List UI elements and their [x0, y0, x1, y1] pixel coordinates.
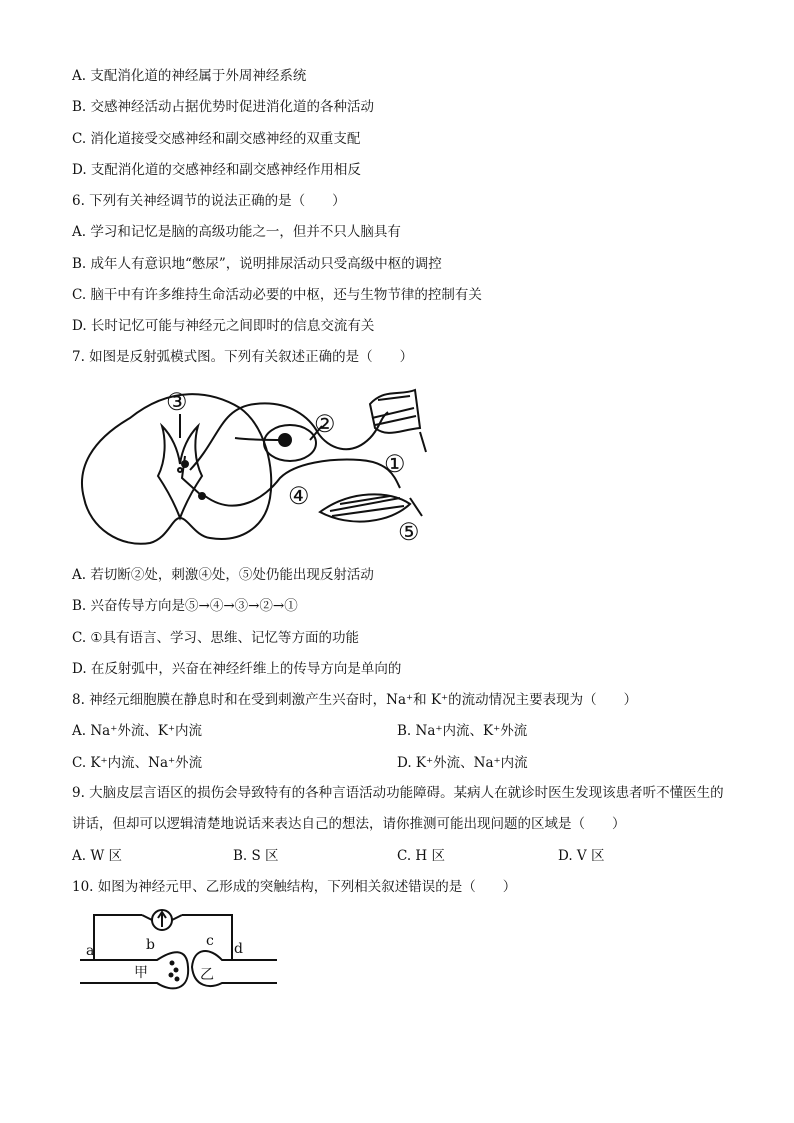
- q5-option-d: D. 支配消化道的交感神经和副交感神经作用相反: [72, 162, 361, 178]
- q9-option-c: C. H 区: [397, 848, 445, 864]
- label-yi: 乙: [200, 967, 214, 983]
- q10-stem: 10. 如图为神经元甲、乙形成的突触结构，下列相关叙述错误的是（ ）: [72, 879, 517, 895]
- q7-option-b: B. 兴奋传导方向是⑤→④→③→②→①: [72, 598, 298, 614]
- q9-option-d: D. V 区: [558, 848, 605, 864]
- q6-option-b: B. 成年人有意识地“憋尿”，说明排尿活动只受高级中枢的调控: [72, 256, 442, 272]
- label-3: ③: [166, 388, 188, 416]
- q5-option-b: B. 交感神经活动占据优势时促进消化道的各种活动: [72, 99, 375, 115]
- label-c: c: [206, 933, 214, 949]
- q7-option-d: D. 在反射弧中，兴奋在神经纤维上的传导方向是单向的: [72, 661, 402, 677]
- label-jia: 甲: [134, 965, 148, 981]
- q9-option-b: B. S 区: [233, 848, 279, 864]
- label-1: ①: [384, 450, 406, 478]
- q5-option-c: C. 消化道接受交感神经和副交感神经的双重支配: [72, 131, 361, 147]
- q6-stem: 6. 下列有关神经调节的说法正确的是（ ）: [72, 193, 346, 209]
- q9-stem: 9. 大脑皮层言语区的损伤会导致特有的各种言语活动功能障碍。某病人在就诊时医生发现该患者听不懂医生的讲话，但却可以逻辑清楚地说话来表达自己的想法，请你推测可能出现问题的区域是（ ）: [72, 785, 724, 832]
- q9-option-a: A. W 区: [72, 848, 122, 864]
- q8-option-b: B. Na⁺内流、K⁺外流: [397, 723, 528, 739]
- q8-option-a: A. Na⁺外流、K⁺内流: [72, 723, 203, 739]
- q7-option-c: C. ①具有语言、学习、思维、记忆等方面的功能: [72, 630, 360, 646]
- q8-option-c: C. K⁺内流、Na⁺外流: [72, 755, 203, 771]
- label-4: ④: [288, 482, 310, 510]
- q6-option-d: D. 长时记忆可能与神经元之间即时的信息交流有关: [72, 318, 375, 334]
- label-b: b: [146, 937, 155, 953]
- q5-option-a: A. 支配消化道的神经属于外周神经系统: [72, 68, 307, 84]
- q6-option-c: C. 脑干中有许多维持生命活动必要的中枢，还与生物节律的控制有关: [72, 287, 482, 303]
- q8-option-d: D. K⁺外流、Na⁺内流: [397, 755, 528, 771]
- label-5: ⑤: [398, 518, 420, 546]
- q8-stem: 8. 神经元细胞膜在静息时和在受到刺激产生兴奋时，Na⁺和 K⁺的流动情况主要表现为（ ）: [72, 692, 638, 708]
- label-d: d: [234, 941, 243, 957]
- q7-option-a: A. 若切断②处，刺激④处，⑤处仍能出现反射活动: [72, 567, 374, 583]
- q7-stem: 7. 如图是反射弧模式图。下列有关叙述正确的是（ ）: [72, 349, 414, 365]
- label-2: ②: [314, 410, 336, 438]
- q6-option-a: A. 学习和记忆是脑的高级功能之一，但并不只人脑具有: [72, 224, 401, 240]
- synapse-diagram: [72, 905, 292, 1005]
- label-a: a: [86, 943, 95, 959]
- reflex-arc-diagram: [70, 378, 440, 558]
